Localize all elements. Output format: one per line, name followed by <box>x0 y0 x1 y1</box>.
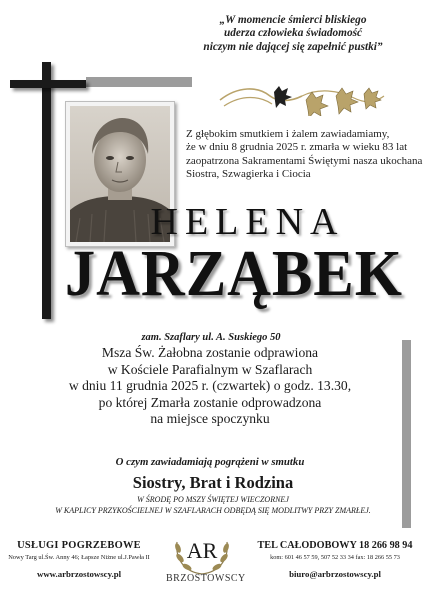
cross-arm <box>10 80 86 88</box>
logo-letters: AR <box>186 538 218 563</box>
footer-email-link[interactable]: biuro@arbrzostowscy.pl <box>289 569 381 579</box>
footer-services-address: Nowy Targ ul.Św. Anny 46; Łapsze Niżne ul.J.Pawła II <box>8 554 150 561</box>
vine-leaves-icon <box>218 80 386 116</box>
footer-website-link[interactable]: www.arbrzostowscy.pl <box>36 569 122 579</box>
prayer-info <box>40 494 386 516</box>
mass-line-1: Msza Św. Żałobna zostanie odprawiona <box>101 345 319 360</box>
prayer-line-1: W ŚRODĘ PO MSZY ŚWIĘTEJ WIECZORNEJ <box>137 495 289 504</box>
cross-icon <box>42 62 51 319</box>
mourners-notice: O czym zawiadamiają pogrążeni w smutku <box>115 456 305 468</box>
intro-line-3: zaopatrzona Sakramentami Świętymi nasza ukochana <box>186 154 423 167</box>
footer-funeral-services <box>0 540 158 579</box>
deceased-first-name: HELENA <box>150 201 345 243</box>
footer-services-title: USŁUGI POGRZEBOWE <box>17 540 141 551</box>
footer-phone-numbers: kom: 601 46 57 59, 507 52 33 34 fax: 18 266 55 73 <box>270 554 400 561</box>
announcement-intro <box>186 128 423 182</box>
intro-line-4: Siostra, Szwagierka i Ciocia <box>186 168 311 181</box>
footer-contact <box>250 540 420 579</box>
mass-line-3: w dniu 11 grudnia 2025 r. (czwartek) o godz. 13.30, <box>68 378 352 394</box>
mourners-family: Siostry, Brat i Rodzina <box>132 473 294 492</box>
quote-line-3: niczym nie dającej się zapełnić pustki” <box>203 40 383 53</box>
mass-details <box>60 345 360 428</box>
intro-line-2: że w dniu 8 grudnia 2025 r. zmarła w wieku 83 lat <box>186 141 408 154</box>
quote-line-2: uderza człowieka świadomość <box>223 27 363 40</box>
quote <box>168 14 418 54</box>
grey-frame-right <box>402 340 411 528</box>
quote-line-1: „W momencie śmierci bliskiego <box>219 14 367 26</box>
mass-line-2: w Kościele Parafialnym w Szaflarach <box>107 361 313 377</box>
grey-frame-top <box>86 77 192 87</box>
intro-line-1: Z głębokim smutkiem i żalem zawiadamiamy, <box>186 128 390 140</box>
deceased-surname: JARZĄBEK <box>64 237 403 310</box>
mass-line-5: na miejsce spoczynku <box>150 411 270 427</box>
prayer-line-2: W KAPLICY PRZYKOŚCIELNEJ W SZAFLARACH ODBĘDĄ SIĘ MODLITWY PRZY ZMARŁEJ. <box>55 506 371 515</box>
deceased-address: zam. Szaflary ul. A. Suskiego 50 <box>141 332 281 343</box>
mass-line-4: po której Zmarła zostanie odprowadzona <box>98 394 322 410</box>
footer-phone-title: TEL CAŁODOBOWY 18 266 98 94 <box>257 540 413 551</box>
logo-company-name: BRZOSTOWSCY <box>166 573 246 584</box>
